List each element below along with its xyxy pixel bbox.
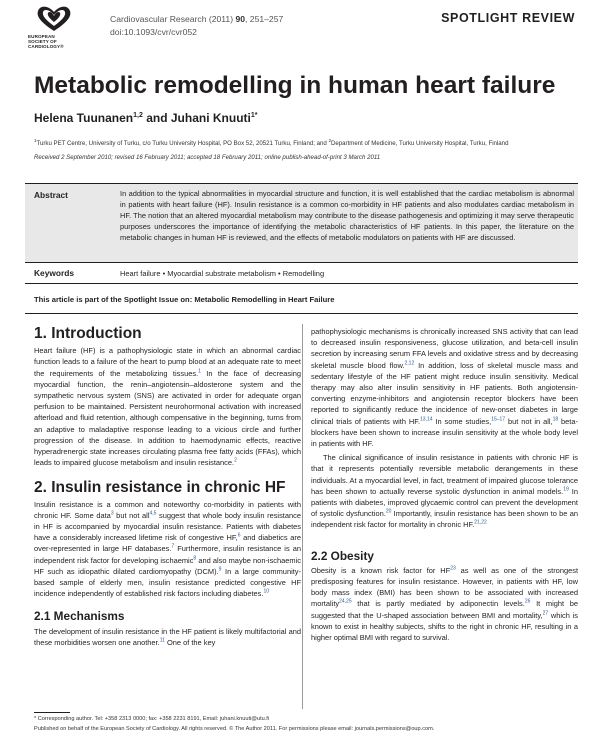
paragraph: [34, 626, 301, 648]
citation-ref[interactable]: 23: [450, 565, 456, 572]
keyword: Remodelling: [282, 269, 325, 278]
citation-ref[interactable]: 10: [263, 588, 270, 595]
citation-ref[interactable]: 27: [542, 610, 549, 617]
citation-ref[interactable]: 11: [159, 637, 165, 644]
author-list: [34, 111, 258, 125]
article-title: Metabolic remodelling in human heart failure: [34, 72, 556, 99]
paragraph-text: The clinical significance of insulin resistance in patients with chronic HF is that it represents potentially reversible metabolic derangements in these individuals. At a myocardial level, in fact, treatment of impaired glucose tolerance has been shown to actually reverse systolic dysfunction in animal models.: [311, 453, 578, 496]
citation-ref[interactable]: 9: [218, 566, 222, 573]
paragraph-text: and also maybe non-ischaemic HF such as idiopathic dilated cardiomyopathy (DCM).: [34, 555, 301, 576]
citation-ref[interactable]: 3: [110, 510, 114, 517]
affiliations: [34, 138, 584, 147]
paragraph-text: One of the key: [164, 637, 216, 647]
citation-ref[interactable]: 2,12: [404, 360, 415, 367]
paragraph-text: but not all: [113, 510, 150, 520]
logo-line: CARDIOLOGY®: [28, 44, 64, 49]
subsection-heading: 2.1 Mechanisms: [34, 609, 125, 624]
paragraph-text: beta-blockers have been shown to increase insulin sensitivity at the whole body level in patients with HF.: [311, 416, 578, 449]
paragraph-text: In the face of decreasing myocardial function, the renin–angiotensin–aldosterone system and the sympathetic nervous system (SNS) are activated in order for adequate organ perfusion to be maintained. Persistent neurohormonal activation with increased afterload and fluid retention, although compensative in the beginning, turns from an adaptive to maladaptive response leading to a vicious circle and further progression of the disease. In addition to haemodynamic effects, reactive hyperadrenergic state increases circulating plasma free fatty acids (FFAs), which leads to impaired glucose metabolism and insulin resistance.: [34, 368, 301, 468]
affil-sup: 1: [34, 138, 37, 143]
right-column: [311, 326, 578, 643]
paragraph-text: which is known to exist in healthy subjects, shifts to the right in chronic HF, resulting in a higher optimal BMI with regard to survival.: [311, 610, 578, 643]
paragraph-text: In addition, loss of skeletal muscle mass and sedentary lifestyle of the HF patient might reduce insulin sensitivity. Medical therapy may also alter insulin sensitivity in HF patients. Both angiotensin-converting enzyme-inhibitors and angiotensin receptor blockers have been reported to significantly reduce the incidence of new-onset diabetes in large clinical trials of patients with HF.: [311, 360, 578, 426]
divider: [25, 313, 578, 314]
subsection-heading: 2.2 Obesity: [311, 548, 374, 563]
citation-ref[interactable]: 20: [385, 508, 392, 515]
society-logo-text: [28, 34, 88, 49]
section-heading: 2. Insulin resistance in chronic HF: [34, 479, 286, 497]
paragraph-text: Furthermore, insulin resistance is an independent risk factor for developing ischaemic: [34, 544, 301, 565]
paragraph-text: Insulin resistance is a common and noteworthy co-morbidity in patients with chronic HF. Some data: [34, 499, 301, 520]
paragraph-text: as well as one of the strongest predisposing features for insulin resistance. However, in patients with HF, low body mass index (BMI) has been shown to be associated with increased mortality: [311, 565, 579, 609]
paragraph: [311, 452, 578, 530]
paragraph-text: and diabetics are over-represented in large HF databases.: [34, 533, 301, 554]
abstract-text: In addition to the typical abnormalities in myocardial structure and function, it is well established that the cardiac metabolism is abnormal in patients with heart failure (HF). Insulin resistance is a common co-morbidity in HF patients and also modulates cardiac metabolism in HF. The notion that an altered myocardial metabolism may contribute to the disease pathogenesis and optimizing it may serve therapeutic purposes underscores the importance of identifying the metabolic characteristics of HF patients. In this paper, the literature on the metabolic changes in human HF is reviewed, and the effects of metabolic modulators on patients with HF are discussed.: [120, 189, 574, 242]
journal-volume: 90: [235, 14, 246, 24]
citation-ref[interactable]: 6: [237, 532, 241, 539]
citation-ref[interactable]: 24,25: [339, 598, 352, 605]
journal-name: Cardiovascular Research (2011): [110, 14, 234, 24]
keyword: Myocardial substrate metabolism: [167, 269, 276, 278]
journal-citation: [110, 14, 283, 24]
spotlight-issue-note: This article is part of the Spotlight Issue on: Metabolic Remodelling in Heart Failure: [34, 295, 335, 304]
citation-ref[interactable]: 13,14: [420, 416, 433, 423]
publisher-note: Published on behalf of the European Society of Cardiology. All rights reserved. © The Author 2011. For permissions please email: journals.permissions@oup.com.: [34, 726, 435, 732]
affil-text: Turku PET Centre, University of Turku, c/o Turku University Hospital, PO Box 52, 20521 Turku, Finland; and: [36, 140, 329, 148]
paragraph: [311, 565, 578, 643]
corresponding-author-note: * Corresponding author. Tel: +358 2313 0000; fax: +358 2231 8191, Email: juhani.knuuti@utu.fi: [34, 716, 270, 722]
paragraph-text: pathophysiologic mechanisms is chronically increased SNS activity that can lead to decreased insulin responsiveness, glucose utilization, and beta-cell insulin secretion by increasing serum FFA levels and oxidative stress and by decreasing skeletal muscle blood flow.: [311, 327, 578, 370]
paragraph-text: Heart failure (HF) is a pathophysiologic state in which an abnormal cardiac function leads to a failure of the heart to pump blood at an adequate rate to meet the requirements of the metabolizing tissues.: [34, 346, 301, 378]
paragraph: [34, 345, 301, 468]
citation-ref[interactable]: 26: [524, 598, 531, 605]
journal-pages: , 251–257: [245, 14, 284, 24]
left-column: [34, 325, 301, 648]
paragraph-text: It might be suggested that the U-shaped association between BMI and mortality,: [311, 599, 578, 620]
affil-text: Department of Medicine, Turku University Hospital, Turku, Finland: [330, 140, 509, 148]
paragraph-text: In patients with diabetes, improved glycaemic control can prevent the development of systolic dysfunction.: [311, 486, 578, 519]
author-name: Helena Tuunanen: [34, 111, 134, 125]
logo-line: EUROPEAN: [28, 34, 55, 39]
paragraph-text: In some studies,: [432, 416, 492, 426]
keyword: Heart failure: [120, 269, 161, 278]
section-label: SPOTLIGHT REVIEW: [441, 11, 575, 25]
esc-heart-logo-icon: [34, 3, 74, 33]
paragraph: [311, 326, 578, 449]
logo-line: SOCIETY OF: [28, 39, 57, 44]
paragraph-text: but not in all,: [505, 416, 553, 426]
author-conjunction: and: [142, 111, 171, 125]
citation-ref[interactable]: 7: [171, 543, 175, 550]
paragraph-text: The development of insulin resistance in the HF patient is likely multifactorial and these morbidities worsen one another.: [34, 626, 301, 647]
footnote-rule: [34, 712, 70, 713]
paragraph-text: In a large community-based sample of elderly men, insulin resistance predicted congestive HF incidence independently of established risk factors including diabetes.: [34, 566, 301, 599]
paragraph-text: Importantly, insulin resistance has been shown to be an independent risk factor for mortality in chronic HF.: [311, 509, 578, 530]
citation-ref[interactable]: 4,5: [149, 510, 157, 517]
keyword-separator: •: [275, 269, 283, 278]
affil-sup: 2: [328, 138, 331, 143]
citation-ref[interactable]: 15–17: [491, 416, 506, 423]
citation-ref[interactable]: 8: [193, 555, 197, 562]
received-dates: Received 2 September 2010; revised 16 February 2011; accepted 18 February 2011; online publish-ahead-of-print 3 March 2011: [34, 154, 381, 161]
citation-ref[interactable]: 1: [198, 368, 201, 375]
section-heading: 1. Introduction: [34, 325, 142, 342]
keywords-list: [120, 269, 324, 278]
citation-ref[interactable]: 21,22: [474, 519, 487, 526]
doi[interactable]: doi:10.1093/cvr/cvr052: [110, 27, 197, 37]
author-name: Juhani Knuuti: [170, 111, 251, 125]
author-affil-sup: 1,2: [133, 112, 143, 119]
paragraph-text: Obesity is a known risk factor for HF: [311, 565, 451, 575]
keyword-separator: •: [160, 269, 168, 278]
citation-ref[interactable]: 2: [234, 457, 237, 464]
paragraph-text: suggest that whole body insulin resistance in HF is accompanied by myocardial insulin resistance. Patients with diabetes have a considerably increased lifetime risk of congestive HF,: [34, 510, 301, 543]
column-divider: [302, 324, 303, 709]
citation-ref[interactable]: 18: [552, 416, 559, 423]
author-affil-sup: 1*: [250, 112, 258, 119]
abstract-label: Abstract: [34, 190, 68, 200]
citation-ref[interactable]: 19: [563, 486, 569, 493]
paragraph: [34, 499, 301, 600]
paragraph-text: that is partly mediated by adiponectin levels.: [351, 599, 525, 609]
keywords-label: Keywords: [34, 268, 75, 278]
